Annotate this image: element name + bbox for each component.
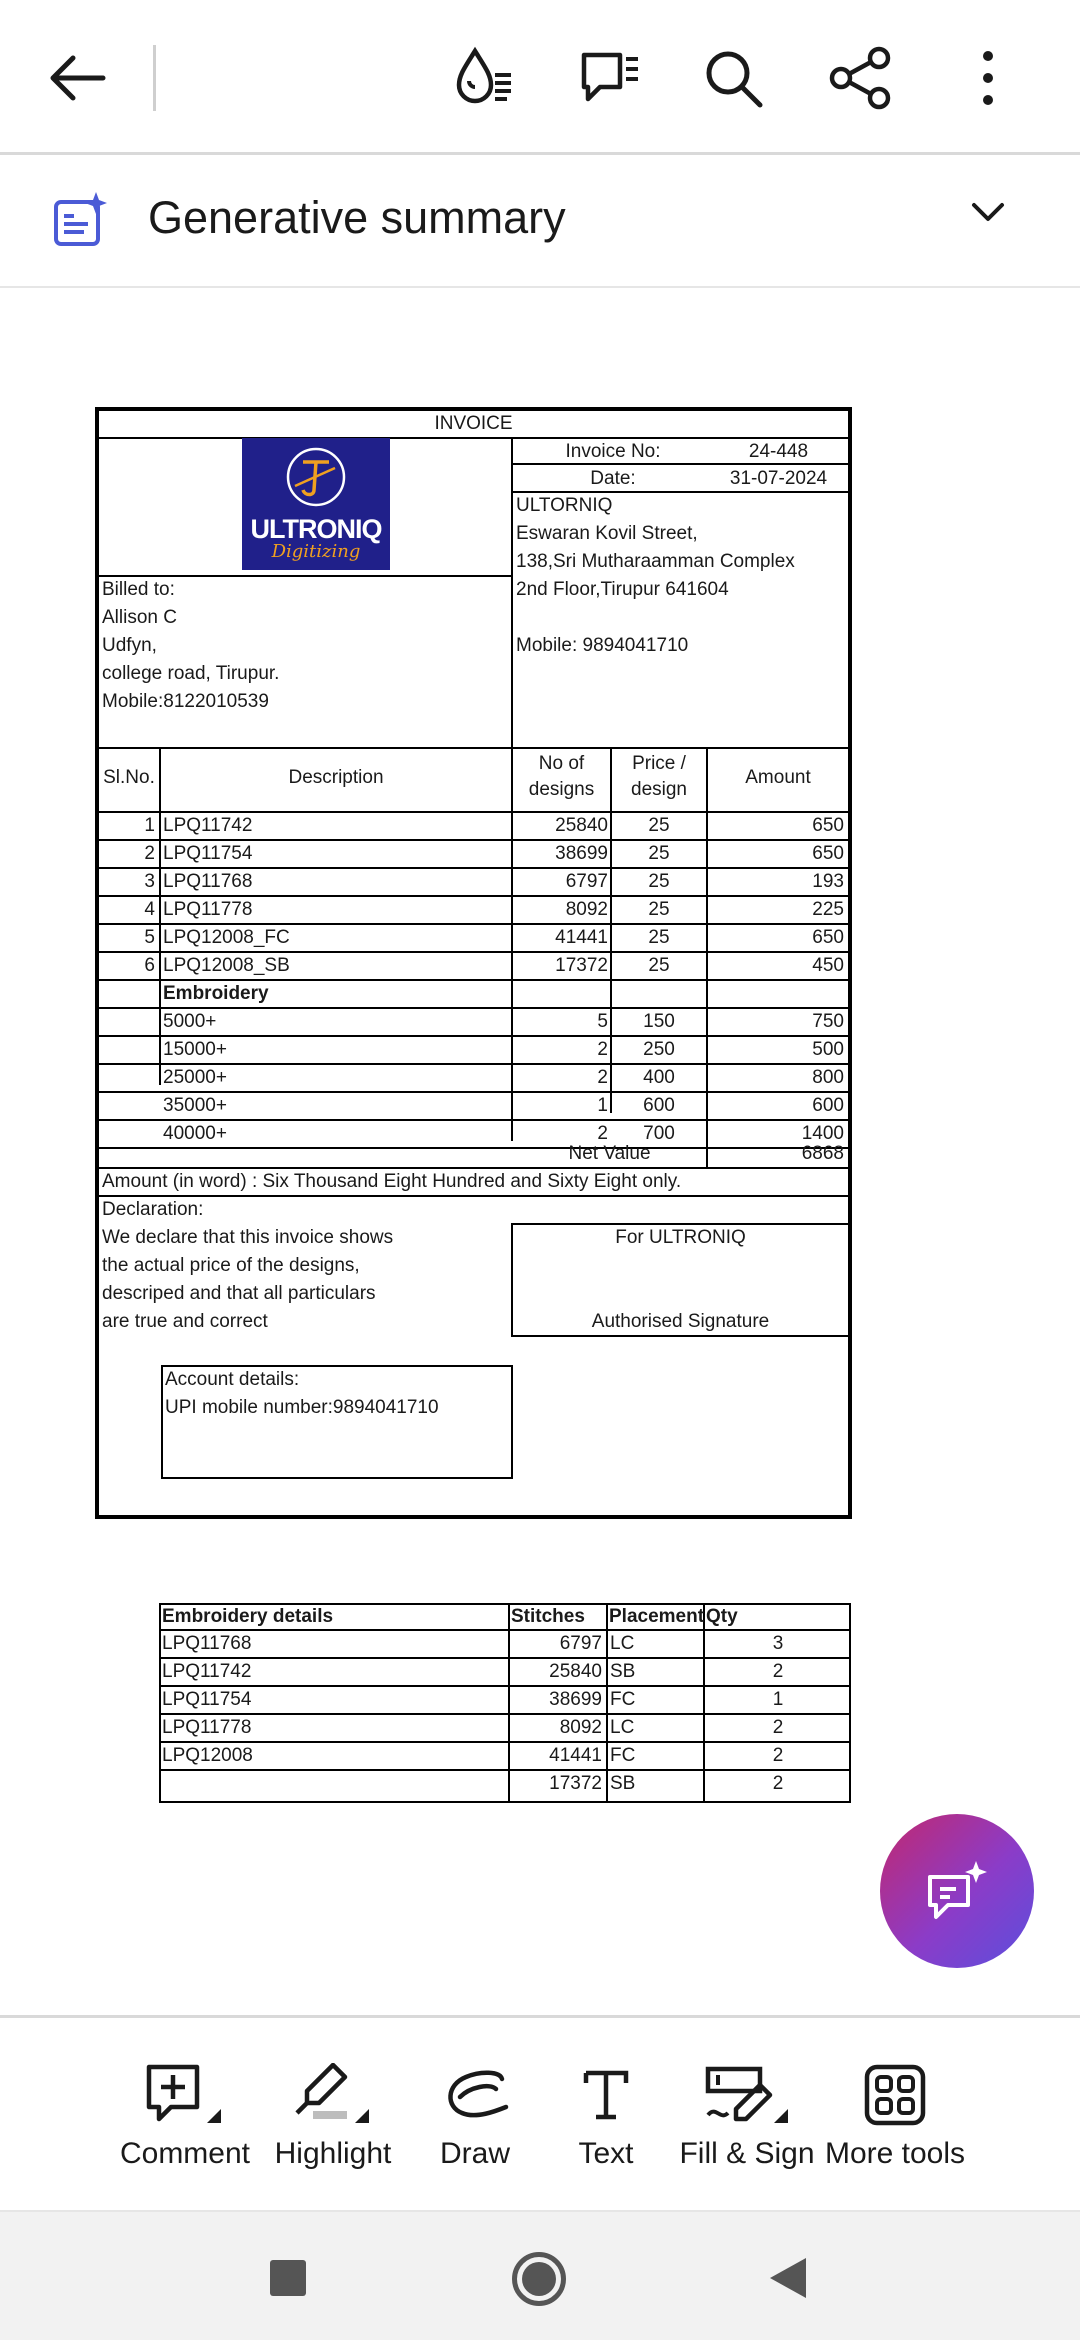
invoice-page [95, 407, 852, 1519]
seller-mobile: Mobile: 9894041710 [516, 635, 689, 656]
chevron-down-icon[interactable] [970, 200, 1006, 229]
emb-row-description: 25000+ [163, 1067, 227, 1088]
invoice-no-label: Invoice No: [565, 441, 661, 462]
emb-row-price: 250 [643, 1039, 675, 1060]
emb-detail-placement: SB [610, 1773, 636, 1794]
emb-detail-stitches: 17372 [549, 1773, 602, 1794]
emb-row-price: 700 [643, 1123, 675, 1144]
highlight-pen-icon [293, 2063, 373, 2127]
amount-in-words: Amount (in word) : Six Thousand Eight Hundred and Sixty Eight only. [102, 1171, 682, 1192]
seller-line: 138,Sri Mutharaamman Complex [516, 551, 795, 572]
row-price: 25 [648, 899, 670, 920]
emb-row-description: 15000+ [163, 1039, 227, 1060]
tool-comment[interactable] [110, 2063, 260, 2203]
home-circle-icon[interactable] [512, 2252, 566, 2306]
draw-icon [440, 2063, 510, 2127]
logo-text: ULTRONIQ [250, 514, 382, 544]
emb-row-designs: 1 [597, 1095, 608, 1116]
ai-assistant-button[interactable] [880, 1814, 1034, 1968]
row-slno: 3 [144, 871, 155, 892]
comments-list-icon[interactable] [566, 35, 652, 121]
net-value: 6868 [801, 1143, 844, 1164]
account-label: Account details: [165, 1369, 300, 1390]
emb-row-description: 40000+ [163, 1123, 227, 1144]
more-vertical-icon[interactable] [945, 35, 1031, 121]
billed-line: Billed to: [102, 579, 175, 600]
declaration-line: We declare that this invoice shows [102, 1227, 394, 1248]
tool-label: Draw [439, 2137, 510, 2170]
row-slno: 1 [144, 815, 155, 836]
row-designs: 8092 [565, 899, 608, 920]
emb-detail-placement: LC [610, 1633, 635, 1654]
seller-line: ULTORNIQ [516, 495, 613, 516]
share-icon[interactable] [818, 35, 904, 121]
text-icon [576, 2063, 636, 2127]
emb-detail-qty: 3 [772, 1633, 784, 1654]
row-description: LPQ12008_SB [163, 955, 290, 976]
reading-mode-icon[interactable] [441, 35, 527, 121]
fill-sign-icon [702, 2063, 792, 2127]
header-amount: Amount [745, 767, 811, 788]
search-icon[interactable] [690, 35, 776, 121]
header-price: design [631, 779, 687, 800]
row-slno: 4 [144, 899, 155, 920]
emb-row-designs: 2 [597, 1067, 608, 1088]
row-price: 25 [648, 843, 670, 864]
declaration-line: the actual price of the designs, [102, 1255, 360, 1276]
logo-emblem-icon [281, 444, 351, 510]
document-viewer[interactable] [0, 290, 1080, 2015]
row-description: LPQ11768 [163, 871, 253, 892]
tool-label: Comment [119, 2137, 251, 2170]
billed-line: Allison C [102, 607, 177, 628]
emb-detail-name: LPQ11768 [162, 1633, 252, 1654]
for-company-label: For ULTRONIQ [615, 1227, 746, 1248]
header-designs: designs [528, 779, 595, 800]
embroidery-label: Embroidery [163, 983, 269, 1004]
summary-title: Generative summary [148, 192, 566, 243]
emb-row-designs: 2 [597, 1039, 608, 1060]
emb-row-price: 150 [643, 1011, 675, 1032]
row-amount: 650 [812, 843, 844, 864]
date-label: Date: [590, 468, 636, 489]
row-slno: 6 [144, 955, 155, 976]
row-designs: 41441 [555, 927, 608, 948]
emb-detail-placement: SB [610, 1661, 636, 1682]
billed-line: Udfyn, [102, 635, 157, 656]
declaration-line: are true and correct [102, 1311, 268, 1332]
net-value-label: Net Value [568, 1143, 651, 1164]
row-description: LPQ11778 [163, 899, 253, 920]
ai-assistant-icon [922, 1859, 992, 1923]
emb-row-description: 5000+ [163, 1011, 217, 1032]
tool-label: Fill & Sign [679, 2137, 815, 2170]
emb-detail-qty: 2 [772, 1773, 784, 1794]
emb-detail-name: LPQ11754 [162, 1689, 252, 1710]
emb-row-amount: 750 [812, 1011, 844, 1032]
billed-line: Mobile:8122010539 [102, 691, 269, 712]
declaration-line: descriped and that all particulars [102, 1283, 376, 1304]
emb-row-amount: 1400 [801, 1123, 844, 1144]
emb-detail-qty: 1 [772, 1689, 784, 1710]
emb-detail-qty: 2 [772, 1745, 784, 1766]
row-slno: 5 [144, 927, 155, 948]
top-toolbar [0, 0, 1080, 155]
generative-summary-bar[interactable] [0, 158, 1080, 288]
emb-detail-stitches: 8092 [559, 1717, 602, 1738]
row-price: 25 [648, 927, 670, 948]
bottom-tools-bar [0, 2015, 1080, 2210]
tool-label: Highlight [274, 2137, 392, 2170]
account-details-box [161, 1365, 513, 1479]
upi-number: UPI mobile number:9894041710 [165, 1397, 439, 1418]
recents-square-icon[interactable] [270, 2260, 306, 2296]
row-designs: 6797 [565, 871, 608, 892]
emb-header-stitches: Stitches [511, 1606, 585, 1627]
header-description: Description [288, 767, 384, 788]
row-amount: 193 [812, 871, 844, 892]
emb-detail-placement: LC [610, 1717, 635, 1738]
row-description: LPQ11742 [163, 815, 253, 836]
tool-label: More tools [824, 2137, 966, 2170]
logo-subtext: Digitizing [271, 541, 361, 562]
emb-detail-placement: FC [610, 1689, 636, 1710]
row-price: 25 [648, 815, 670, 836]
emb-header-qty: Qty [706, 1606, 738, 1627]
billed-line: college road, Tirupur. [102, 663, 280, 684]
emb-detail-qty: 2 [772, 1717, 784, 1738]
emb-detail-name: LPQ11742 [162, 1661, 252, 1682]
emb-row-amount: 800 [812, 1067, 844, 1088]
date-value: 31-07-2024 [729, 468, 828, 489]
row-amount: 450 [812, 955, 844, 976]
row-amount: 225 [812, 899, 844, 920]
emb-detail-name: LPQ12008 [162, 1745, 253, 1766]
tool-text[interactable] [531, 2063, 681, 2203]
emb-detail-stitches: 41441 [549, 1745, 602, 1766]
generative-summary-icon [48, 190, 110, 257]
row-amount: 650 [812, 815, 844, 836]
system-navigation-bar [0, 2210, 1080, 2340]
emb-detail-placement: FC [610, 1745, 636, 1766]
emb-row-amount: 600 [812, 1095, 844, 1116]
tool-highlight[interactable] [258, 2063, 408, 2203]
emb-row-designs: 2 [597, 1123, 608, 1144]
back-triangle-icon[interactable] [768, 2256, 808, 2305]
toolbar-divider [153, 45, 156, 111]
row-description: LPQ12008_FC [163, 927, 290, 948]
emb-detail-stitches: 38699 [549, 1689, 602, 1710]
tool-draw[interactable] [400, 2063, 550, 2203]
row-price: 25 [648, 955, 670, 976]
tool-label: Text [578, 2137, 634, 2170]
seller-line: Eswaran Kovil Street, [516, 523, 698, 544]
declaration-label: Declaration: [102, 1199, 204, 1220]
row-description: LPQ11754 [163, 843, 253, 864]
row-designs: 25840 [555, 815, 608, 836]
emb-header-placement: Placement [609, 1606, 705, 1627]
row-designs: 38699 [555, 843, 608, 864]
grid-icon [863, 2063, 927, 2127]
embroidery-details-table [159, 1603, 851, 1803]
row-amount: 650 [812, 927, 844, 948]
emb-row-price: 400 [643, 1067, 675, 1088]
invoice-heading: INVOICE [434, 413, 513, 434]
emb-row-designs: 5 [597, 1011, 608, 1032]
header-price: Price / [632, 753, 686, 774]
emb-detail-stitches: 25840 [549, 1661, 602, 1682]
emb-header-details: Embroidery details [162, 1606, 334, 1627]
emb-row-price: 600 [643, 1095, 675, 1116]
row-designs: 17372 [555, 955, 608, 976]
emb-detail-stitches: 6797 [559, 1633, 602, 1654]
header-designs: No of [538, 753, 585, 774]
company-logo [242, 438, 390, 570]
header-slno: Sl.No. [103, 767, 155, 788]
comment-add-icon [145, 2063, 225, 2127]
emb-row-amount: 500 [812, 1039, 844, 1060]
tool-more-tools[interactable] [820, 2063, 970, 2203]
row-price: 25 [648, 871, 670, 892]
emb-detail-name: LPQ11778 [162, 1717, 252, 1738]
row-slno: 2 [144, 843, 155, 864]
back-arrow-icon[interactable] [34, 35, 120, 121]
tool-fill-sign[interactable] [672, 2063, 822, 2203]
emb-row-description: 35000+ [163, 1095, 227, 1116]
authorised-signature-label: Authorised Signature [591, 1311, 770, 1332]
emb-detail-qty: 2 [772, 1661, 784, 1682]
invoice-no-value: 24-448 [748, 441, 809, 462]
seller-line: 2nd Floor,Tirupur 641604 [516, 579, 729, 600]
